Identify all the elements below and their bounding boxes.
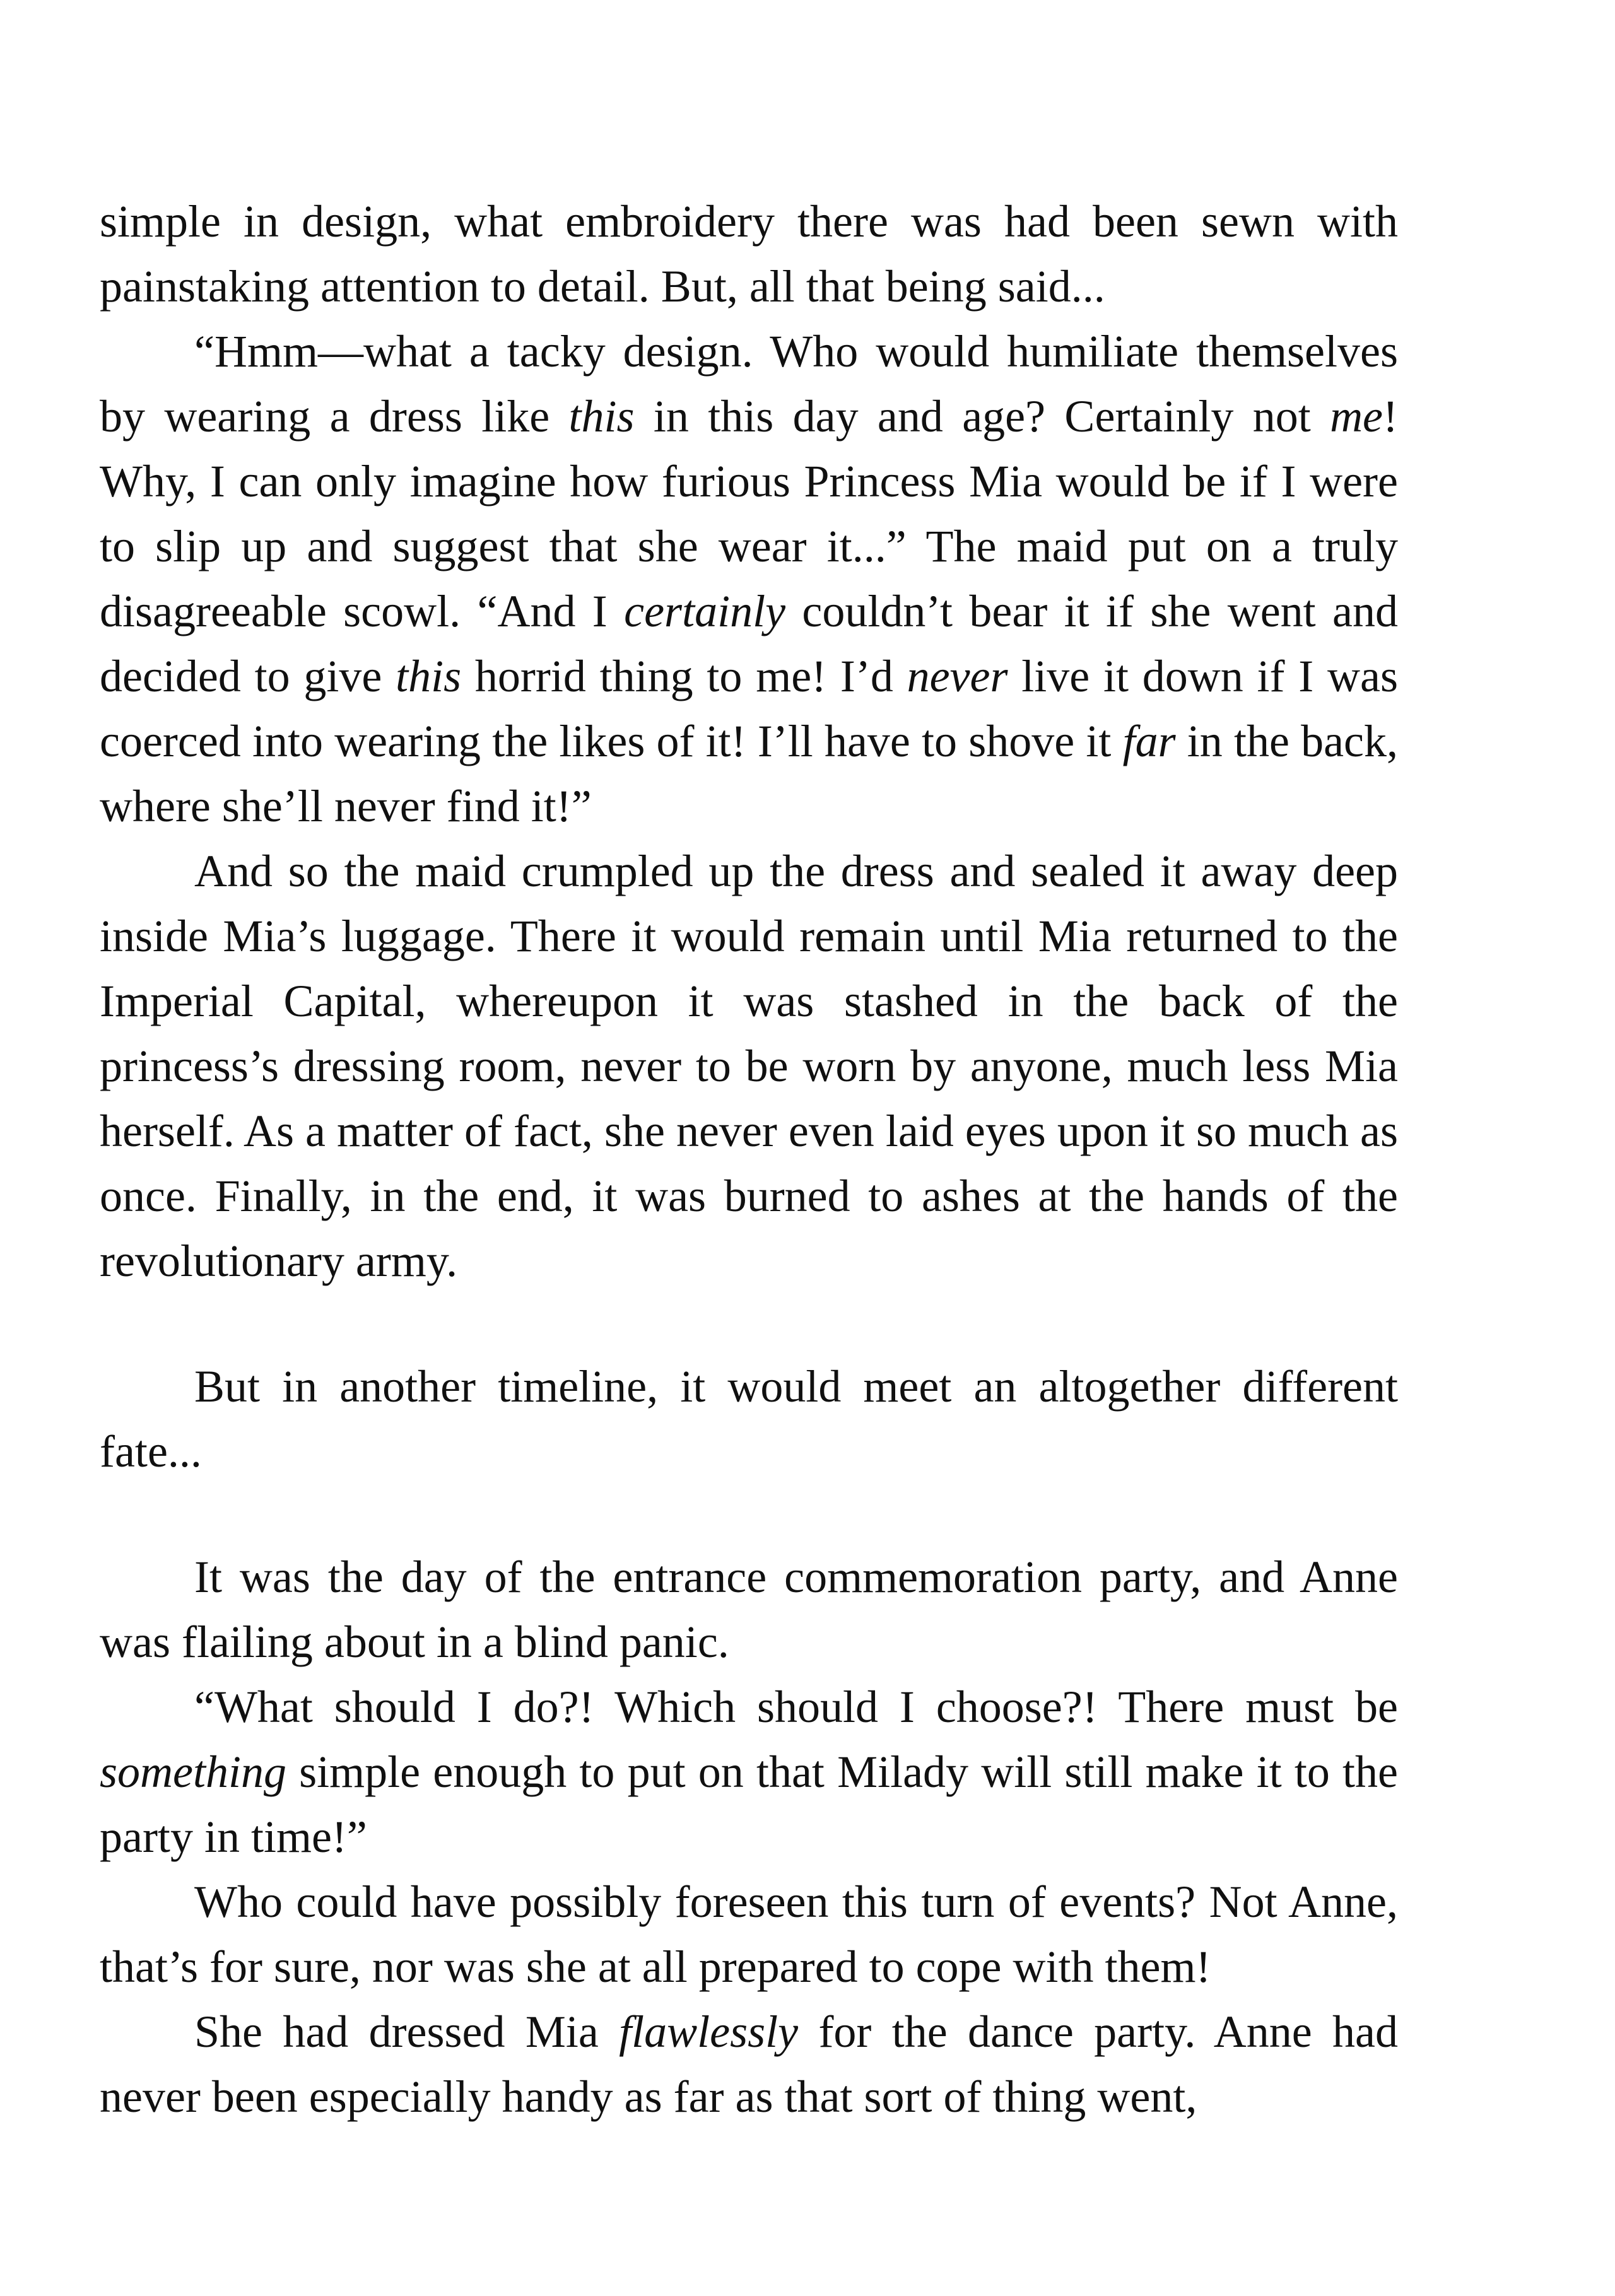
text-run-italic: flawlessly	[619, 2006, 799, 2057]
paragraph-dialogue-what-should-i-do	[100, 1675, 1398, 1870]
paragraph-dialogue-tacky-design	[100, 319, 1398, 839]
text-run: in this day and age? Certainly not	[634, 391, 1330, 442]
paragraph-maid-crumpled-dress	[100, 839, 1398, 1294]
text-run: live it down if I was coerced into wearing the likes of it! I’ll have to shove it	[100, 651, 1399, 766]
text-run: Who could have possibly foreseen this turn of events? Not Anne, that’s for sure, nor was she at all prepared to cope with them!	[100, 1877, 1398, 1992]
text-run: for the dance party. Anne had never been especially handy as far as that sort of thing went,	[100, 2006, 1398, 2122]
text-run-italic: never	[907, 651, 1008, 701]
paragraph-continuation	[100, 189, 1398, 319]
paragraph-entrance-party	[100, 1545, 1398, 1675]
text-run: And so the maid crumpled up the dress and sealed it away deep inside Mia’s luggage. There it would remain until Mia returned to the Imperial Capital, whereupon it was stashed in the back of the princess’s dressing room, never to be worn by anyone, much less Mia herself. As a matter of fact, she never even laid eyes upon it so much as once. Finally, in the end, it was burned to ashes at the hands of the revolutionary army.	[100, 846, 1398, 1286]
text-run: simple enough to put on that Milady will still make it to the party in time!”	[100, 1747, 1398, 1862]
text-run-italic: this	[568, 391, 635, 442]
text-run-italic: me	[1330, 391, 1383, 442]
text-run: in the back, where she’ll never find it!”	[100, 716, 1398, 831]
text-block	[100, 189, 1398, 2129]
text-run-italic: this	[396, 651, 462, 701]
text-run-italic: certainly	[624, 586, 786, 636]
paragraph-dressed-flawlessly	[100, 2000, 1398, 2129]
text-run: It was the day of the entrance commemoration party, and Anne was flailing about in a blind panic.	[100, 1552, 1398, 1667]
text-run: horrid thing to me! I’d	[461, 651, 907, 701]
text-run-italic: something	[100, 1747, 286, 1797]
text-run: But in another timeline, it would meet an altogether different fate...	[100, 1361, 1398, 1477]
text-run: ! Why, I can only imagine how furious Princess Mia would be if I were to slip up and suggest that she wear it...” The maid put on a truly disagreeable scowl. “And I	[100, 391, 1398, 636]
text-run: simple in design, what embroidery there was had been sewn with painstaking attention to detail. But, all that being said...	[100, 196, 1398, 312]
text-run: “What should I do?! Which should I choose?! There must be	[194, 1682, 1398, 1732]
text-run: couldn’t bear it if she went and decided to give	[100, 586, 1398, 701]
paragraph-foreseen-events	[100, 1870, 1398, 2000]
text-run-italic: far	[1122, 716, 1176, 766]
text-run: She had dressed Mia	[194, 2006, 620, 2057]
text-run: “Hmm—what a tacky design. Who would humiliate themselves by wearing a dress like	[100, 326, 1398, 442]
paragraph-another-timeline	[100, 1354, 1398, 1484]
